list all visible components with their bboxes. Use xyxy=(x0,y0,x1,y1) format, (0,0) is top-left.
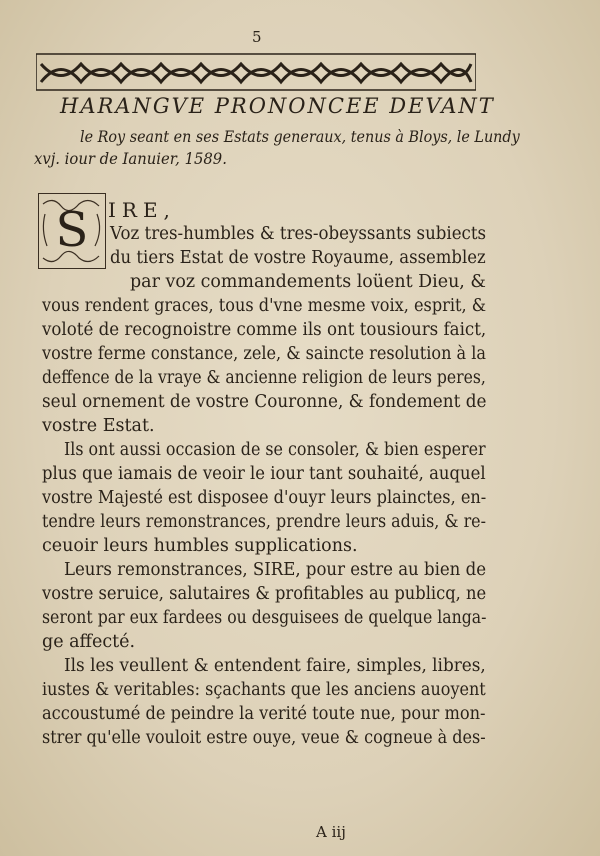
body-line: seront par eux fardees ou desguisees de quelque langa- xyxy=(42,608,487,628)
body-line: iustes & veritables: sçachants que les anciens auoyent xyxy=(42,680,486,700)
body-line: vostre Majesté est disposee d'ouyr leurs plainctes, en- xyxy=(42,488,487,508)
body-line: Leurs remonstrances, SIRE, pour estre au bien de xyxy=(64,560,487,580)
body-line: ceuoir leurs humbles supplications. xyxy=(42,536,358,556)
body-line: voloté de recognoistre comme ils ont tousiours faict, xyxy=(42,320,487,340)
body-line: par voz commandements loüent Dieu, & xyxy=(130,272,486,292)
body-line: Ils les veullent & entendent faire, simples, libres, xyxy=(64,656,486,676)
signature-mark: A iij xyxy=(316,823,346,841)
body-line: plus que iamais de veoir le iour tant souhaité, auquel xyxy=(42,464,486,484)
body-line: ge affecté. xyxy=(42,632,136,652)
body-line: vostre ferme constance, zele, & saincte resolution à la xyxy=(42,344,487,364)
body-line: Ils ont aussi occasion de se consoler, & bien esperer xyxy=(64,440,486,460)
subheading-line-1: le Roy seant en ses Estats generaux, tenus à Bloys, le Lundy xyxy=(80,127,520,146)
body-line: deffence de la vraye & ancienne religion de leurs peres, xyxy=(42,368,486,388)
decorated-initial-letter: S xyxy=(55,202,89,258)
body-line: du tiers Estat de vostre Royaume, assemblez xyxy=(110,248,486,268)
salutation: IRE, xyxy=(108,198,176,222)
body-line: accoustumé de peindre la verité toute nue, pour mon- xyxy=(42,704,486,724)
page-number: 5 xyxy=(252,28,262,46)
page-subheading xyxy=(34,126,520,170)
body-line: vostre Estat. xyxy=(42,416,155,436)
subheading-line-2: xvj. iour de Ianuier, 1589. xyxy=(34,149,227,168)
body-line: tendre leurs remonstrances, prendre leurs aduis, & re- xyxy=(42,512,486,532)
decorated-initial-frame xyxy=(39,194,105,268)
body-line: strer qu'elle vouloit estre ouye, veue & cogneue à des- xyxy=(42,728,486,748)
body-line: seul ornement de vostre Couronne, & fondement de xyxy=(42,392,487,412)
body-line: Voz tres-humbles & tres-obeyssants subiects xyxy=(110,224,487,244)
decorative-border-ornament xyxy=(36,52,476,92)
page-heading: HARANGVE PRONONCEE DEVANT xyxy=(60,94,495,118)
body-line: vous rendent graces, tous d'vne mesme voix, esprit, & xyxy=(42,296,487,316)
body-line: vostre seruice, salutaires & profitables au publicq, ne xyxy=(42,584,487,604)
decorated-initial xyxy=(38,193,106,269)
